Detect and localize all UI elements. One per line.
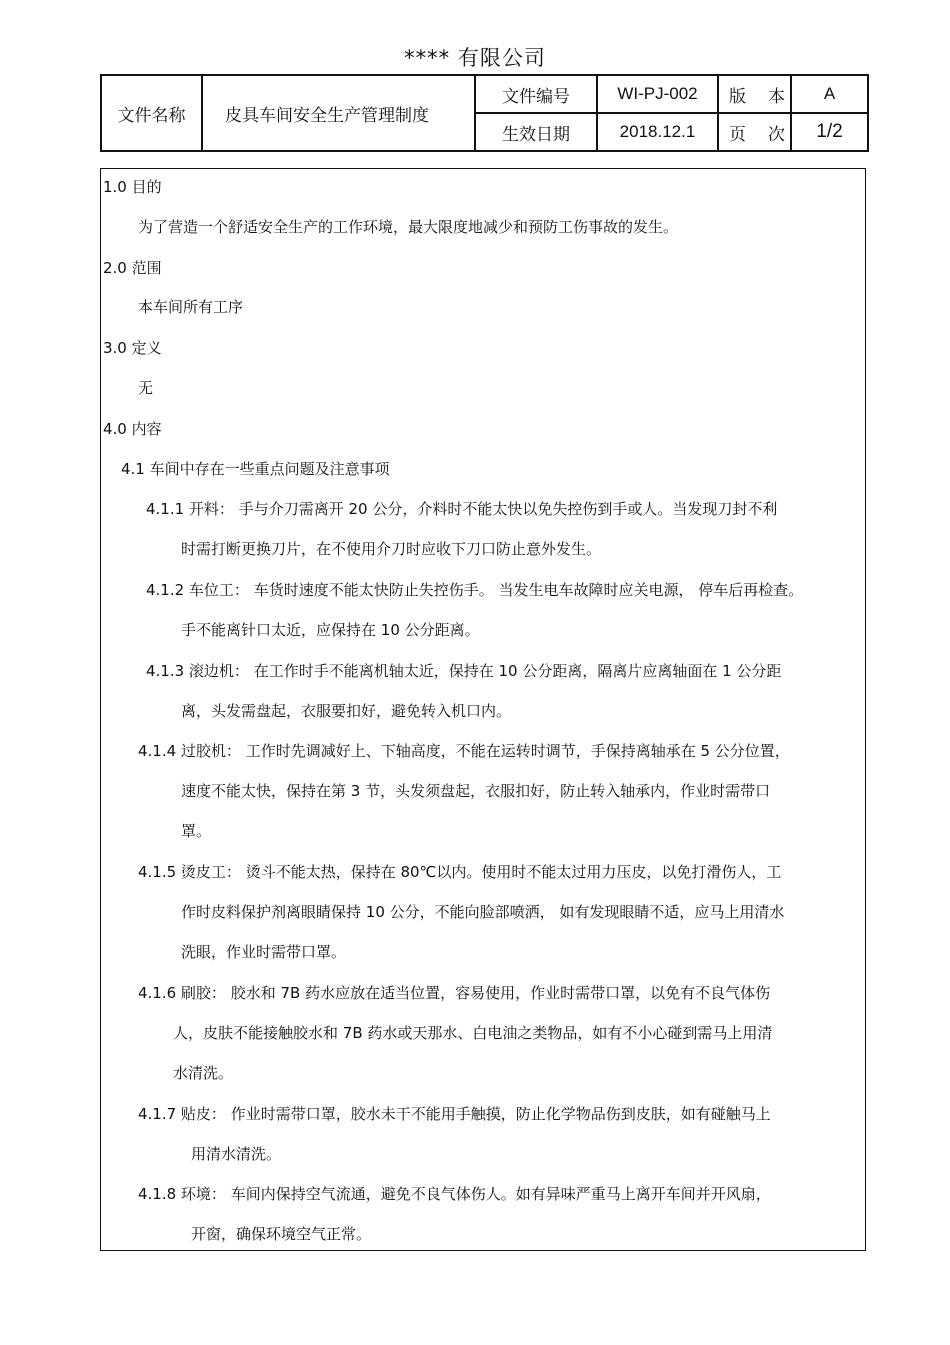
item-4-1-4-line-3: 罩。 — [181, 822, 212, 840]
page-label: 页次 — [718, 113, 791, 151]
effective-date-value: 2018.12.1 — [597, 113, 718, 151]
item-4-1-2-line-1: 4.1.2 车位工： 车货时速度不能太快防止失控伤手。 当发生电车故障时应关电源， 停车后再检查。 — [146, 581, 804, 599]
section-3-heading: 3.0 定义 — [103, 339, 162, 357]
item-4-1-6-line-3: 水清洗。 — [173, 1064, 234, 1082]
content-box — [100, 168, 866, 1251]
section-2-heading: 2.0 范围 — [103, 259, 162, 277]
item-4-1-8-line-1: 4.1.8 环境： 车间内保持空气流通，避免不良气体伤人。如有异味严重马上离开车间并开风扇， — [138, 1185, 771, 1203]
section-4-1-heading: 4.1 车间中存在一些重点问题及注意事项 — [121, 460, 390, 478]
item-4-1-5-line-1: 4.1.5 烫皮工： 烫斗不能太热，保持在 80℃以内。使用时不能太过用力压皮，以免打滑伤人，工 — [138, 863, 782, 881]
page-value: 1/2 — [791, 113, 868, 151]
item-4-1-6-line-1: 4.1.6 刷胶： 胶水和 7B 药水应放在适当位置，容易使用，作业时需带口罩，以免有不良气体伤 — [138, 984, 771, 1002]
file-name-value: 皮具车间安全生产管理制度 — [202, 75, 475, 151]
item-4-1-3-line-2: 离，头发需盘起，衣服要扣好，避免转入机口内。 — [181, 702, 512, 720]
section-4-heading: 4.0 内容 — [103, 420, 162, 438]
section-3-text: 无 — [138, 379, 154, 397]
section-1-text: 为了营造一个舒适安全生产的工作环境，最大限度地减少和预防工伤事故的发生。 — [138, 218, 679, 236]
item-4-1-4-line-2: 速度不能太快，保持在第 3 节，头发须盘起，衣服扣好，防止转入轴承内，作业时需带口 — [181, 782, 771, 800]
item-4-1-7-line-1: 4.1.7 贴皮： 作业时需带口罩，胶水未干不能用手触摸，防止化学物品伤到皮肤，如有碰触马上 — [138, 1105, 771, 1123]
effective-date-label: 生效日期 — [475, 113, 597, 151]
file-name-label: 文件名称 — [101, 75, 202, 151]
company-title: **** 有限公司 — [404, 46, 546, 70]
document-header-table — [100, 74, 869, 152]
section-2-text: 本车间所有工序 — [138, 298, 244, 316]
item-4-1-5-line-2: 作时皮料保护剂离眼睛保持 10 公分，不能向脸部喷洒， 如有发现眼睛不适，应马上用清水 — [181, 903, 785, 921]
item-4-1-1-line-2: 时需打断更换刀片，在不使用介刀时应收下刀口防止意外发生。 — [181, 540, 602, 558]
version-value: A — [791, 75, 868, 113]
item-4-1-6-line-2: 人，皮肤不能接触胶水和 7B 药水或天那水、白电油之类物品，如有不小心碰到需马上用清 — [173, 1024, 773, 1042]
version-label: 版本 — [718, 75, 791, 113]
item-4-1-3-line-1: 4.1.3 滚边机： 在工作时手不能离机轴太近，保持在 10 公分距离，隔离片应离轴面在 1 公分距 — [146, 662, 782, 680]
section-1-heading: 1.0 目的 — [103, 178, 162, 196]
file-no-label: 文件编号 — [475, 75, 597, 113]
item-4-1-8-line-2: 开窗，确保环境空气正常。 — [191, 1225, 372, 1243]
file-no-value: WI-PJ-002 — [597, 75, 718, 113]
item-4-1-2-line-2: 手不能离针口太近，应保持在 10 公分距离。 — [181, 621, 480, 639]
item-4-1-7-line-2: 用清水清洗。 — [191, 1145, 282, 1163]
item-4-1-5-line-3: 洗眼，作业时需带口罩。 — [181, 943, 347, 961]
item-4-1-4-line-1: 4.1.4 过胶机： 工作时先调减好上、下轴高度，不能在运转时调节，手保持离轴承在 5 公分位置， — [138, 742, 790, 760]
item-4-1-1-line-1: 4.1.1 开料： 手与介刀需离开 20 公分，介料时不能太快以免失控伤到手或人。当发现刀封不利 — [146, 500, 778, 518]
